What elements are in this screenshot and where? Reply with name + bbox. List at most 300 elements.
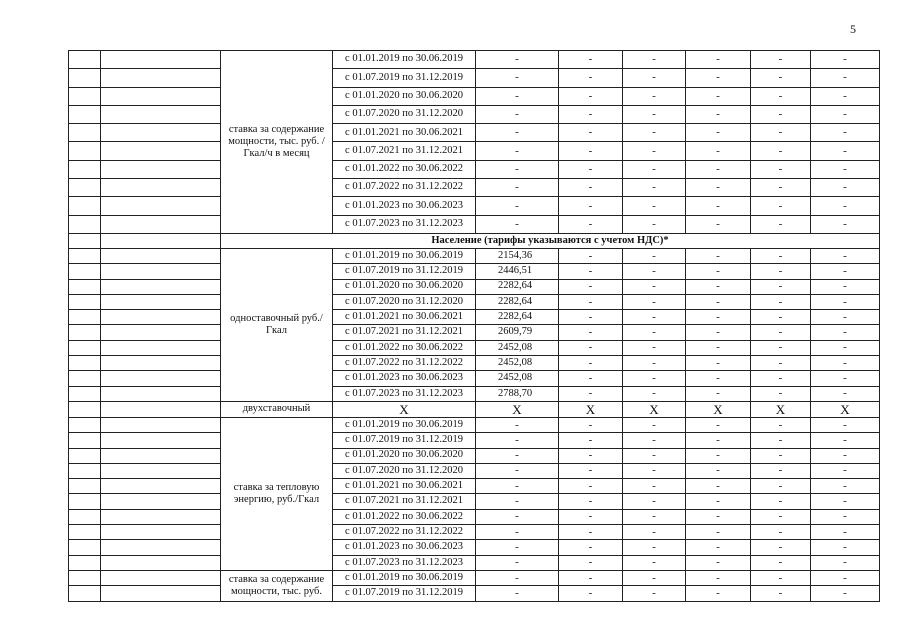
table-row (69, 433, 880, 448)
value-cell: - (751, 356, 811, 371)
value-cell: - (686, 279, 751, 294)
value-cell: - (476, 87, 559, 105)
value-cell: - (751, 448, 811, 463)
value-cell: - (559, 494, 623, 509)
value-cell: - (751, 570, 811, 585)
value-cell: - (476, 160, 559, 178)
value-cell: - (686, 417, 751, 432)
value-cell: - (559, 51, 623, 69)
value-cell: - (751, 586, 811, 601)
tariff-label: ставка за содержание мощности, тыс. руб. (221, 570, 333, 601)
value-cell: - (686, 142, 751, 160)
row-name-cell (101, 51, 221, 69)
value-cell: - (623, 142, 686, 160)
row-index-cell (69, 586, 101, 601)
value-cell: - (476, 570, 559, 585)
period-cell: с 01.07.2020 по 31.12.2020 (333, 294, 476, 309)
row-index-cell (69, 197, 101, 215)
table-row (69, 463, 880, 478)
period-cell: с 01.01.2021 по 30.06.2021 (333, 124, 476, 142)
table-row (69, 325, 880, 340)
value-cell: - (476, 525, 559, 540)
period-cell: с 01.01.2021 по 30.06.2021 (333, 310, 476, 325)
table-row (69, 264, 880, 279)
value-cell: - (811, 325, 880, 340)
table-row (69, 197, 880, 215)
value-cell: - (559, 87, 623, 105)
table-row (69, 340, 880, 355)
row-name-cell (101, 248, 221, 263)
row-index-cell (69, 570, 101, 585)
value-cell: 2609,79 (476, 325, 559, 340)
table-row (69, 69, 880, 87)
value-cell: - (623, 448, 686, 463)
value-cell: - (811, 69, 880, 87)
x-mark-cell: X (811, 401, 880, 417)
row-index-cell (69, 417, 101, 432)
row-name-cell (101, 386, 221, 401)
value-cell: - (559, 479, 623, 494)
row-index-cell (69, 401, 101, 417)
value-cell: - (686, 386, 751, 401)
row-name-cell (101, 433, 221, 448)
tariff-label: одноставочный руб./Гкал (221, 248, 333, 401)
value-cell: - (751, 479, 811, 494)
row-name-cell (101, 570, 221, 585)
value-cell: - (623, 124, 686, 142)
x-mark-cell: X (476, 401, 559, 417)
value-cell: - (559, 463, 623, 478)
row-index-cell (69, 279, 101, 294)
value-cell: - (751, 215, 811, 233)
value-cell: - (686, 51, 751, 69)
table-row (69, 448, 880, 463)
period-cell: с 01.07.2020 по 31.12.2020 (333, 463, 476, 478)
value-cell: - (476, 463, 559, 478)
value-cell: - (686, 124, 751, 142)
value-cell: - (623, 356, 686, 371)
value-cell: - (476, 555, 559, 570)
value-cell: - (811, 494, 880, 509)
value-cell: - (559, 264, 623, 279)
value-cell: - (811, 479, 880, 494)
value-cell: - (751, 463, 811, 478)
value-cell: 2282,64 (476, 294, 559, 309)
row-name-cell (101, 401, 221, 417)
value-cell: - (686, 586, 751, 601)
value-cell: - (623, 51, 686, 69)
table-row (69, 179, 880, 197)
value-cell: - (559, 540, 623, 555)
table-row (69, 51, 880, 69)
row-name-cell (101, 448, 221, 463)
row-index-cell (69, 310, 101, 325)
value-cell: - (623, 555, 686, 570)
value-cell: - (623, 310, 686, 325)
period-cell: с 01.01.2022 по 30.06.2022 (333, 509, 476, 524)
value-cell: 2154,36 (476, 248, 559, 263)
table-row (69, 248, 880, 263)
period-cell: с 01.07.2023 по 31.12.2023 (333, 386, 476, 401)
value-cell: - (686, 294, 751, 309)
period-cell: с 01.01.2023 по 30.06.2023 (333, 197, 476, 215)
row-index-cell (69, 463, 101, 478)
row-name-cell (101, 525, 221, 540)
value-cell: - (623, 525, 686, 540)
row-index-cell (69, 160, 101, 178)
value-cell: - (623, 105, 686, 123)
value-cell: - (623, 570, 686, 585)
value-cell: - (623, 479, 686, 494)
value-cell: - (811, 197, 880, 215)
value-cell: - (751, 555, 811, 570)
value-cell: - (623, 540, 686, 555)
value-cell: - (811, 160, 880, 178)
value-cell: - (559, 69, 623, 87)
row-name-cell (101, 87, 221, 105)
value-cell: - (686, 215, 751, 233)
row-name-cell (101, 463, 221, 478)
value-cell: - (811, 463, 880, 478)
period-cell: с 01.07.2021 по 31.12.2021 (333, 494, 476, 509)
value-cell: - (751, 509, 811, 524)
value-cell: - (686, 509, 751, 524)
value-cell: 2452,08 (476, 371, 559, 386)
value-cell: - (751, 87, 811, 105)
value-cell: - (811, 417, 880, 432)
value-cell: - (559, 105, 623, 123)
row-name-cell (101, 586, 221, 601)
value-cell: - (811, 340, 880, 355)
value-cell: - (623, 69, 686, 87)
value-cell: - (476, 179, 559, 197)
value-cell: - (686, 540, 751, 555)
row-index-cell (69, 340, 101, 355)
value-cell: - (811, 386, 880, 401)
value-cell: - (811, 51, 880, 69)
value-cell: - (811, 509, 880, 524)
row-index-cell (69, 325, 101, 340)
value-cell: - (751, 264, 811, 279)
value-cell: - (811, 248, 880, 263)
value-cell: - (686, 494, 751, 509)
value-cell: - (623, 433, 686, 448)
table-row (69, 509, 880, 524)
table-row (69, 555, 880, 570)
period-cell: с 01.07.2022 по 31.12.2022 (333, 179, 476, 197)
value-cell: - (811, 87, 880, 105)
value-cell: - (811, 371, 880, 386)
period-cell: с 01.07.2021 по 31.12.2021 (333, 142, 476, 160)
table-row (69, 142, 880, 160)
value-cell: 2282,64 (476, 310, 559, 325)
value-cell: - (751, 248, 811, 263)
value-cell: - (559, 448, 623, 463)
row-name-cell (101, 160, 221, 178)
value-cell: - (623, 215, 686, 233)
table-row (69, 386, 880, 401)
section-header-row (69, 233, 880, 248)
x-mark-cell: X (751, 401, 811, 417)
value-cell: - (559, 310, 623, 325)
table-row (69, 586, 880, 601)
value-cell: 2282,64 (476, 279, 559, 294)
value-cell: - (623, 197, 686, 215)
value-cell: - (623, 586, 686, 601)
value-cell: - (811, 215, 880, 233)
period-cell: с 01.07.2023 по 31.12.2023 (333, 215, 476, 233)
period-cell: с 01.07.2019 по 31.12.2019 (333, 69, 476, 87)
value-cell: - (686, 264, 751, 279)
x-mark-cell: X (686, 401, 751, 417)
value-cell: - (751, 494, 811, 509)
row-name-cell (101, 325, 221, 340)
value-cell: - (559, 417, 623, 432)
value-cell: - (686, 555, 751, 570)
tariff-label: ставка за содержание мощности, тыс. руб. /Гкал/ч в месяц (221, 51, 333, 234)
value-cell: - (623, 325, 686, 340)
value-cell: - (811, 310, 880, 325)
value-cell: - (751, 105, 811, 123)
row-name-cell (101, 279, 221, 294)
row-name-cell (101, 371, 221, 386)
value-cell: - (751, 525, 811, 540)
value-cell: - (476, 509, 559, 524)
row-index-cell (69, 51, 101, 69)
value-cell: - (686, 87, 751, 105)
value-cell: - (559, 279, 623, 294)
value-cell: 2446,51 (476, 264, 559, 279)
value-cell: - (686, 160, 751, 178)
value-cell: - (686, 356, 751, 371)
value-cell: - (559, 215, 623, 233)
value-cell: - (811, 525, 880, 540)
value-cell: - (811, 124, 880, 142)
row-index-cell (69, 264, 101, 279)
table-row (69, 310, 880, 325)
value-cell: - (476, 105, 559, 123)
value-cell: - (623, 160, 686, 178)
value-cell: - (811, 279, 880, 294)
value-cell: - (686, 525, 751, 540)
row-index-cell (69, 248, 101, 263)
row-name-cell (101, 479, 221, 494)
value-cell: - (623, 417, 686, 432)
period-cell: с 01.01.2021 по 30.06.2021 (333, 479, 476, 494)
x-mark-cell: X (333, 401, 476, 417)
value-cell: - (751, 142, 811, 160)
value-cell: - (686, 570, 751, 585)
table-row (69, 356, 880, 371)
row-index-cell (69, 540, 101, 555)
two-part-label: двухставочный (221, 401, 333, 417)
value-cell: - (686, 310, 751, 325)
row-name-cell (101, 494, 221, 509)
period-cell: с 01.07.2021 по 31.12.2021 (333, 325, 476, 340)
table-row (69, 279, 880, 294)
period-cell: с 01.01.2019 по 30.06.2019 (333, 417, 476, 432)
row-name-cell (101, 417, 221, 432)
value-cell: - (559, 356, 623, 371)
value-cell: - (811, 448, 880, 463)
value-cell: - (559, 142, 623, 160)
table-row (69, 570, 880, 585)
row-name-cell (101, 69, 221, 87)
value-cell: - (559, 570, 623, 585)
value-cell: - (559, 555, 623, 570)
value-cell: - (559, 160, 623, 178)
value-cell: - (811, 540, 880, 555)
value-cell: - (811, 142, 880, 160)
value-cell: - (811, 433, 880, 448)
row-name-cell (101, 310, 221, 325)
value-cell: - (751, 310, 811, 325)
value-cell: - (476, 586, 559, 601)
tariff-label: ставка за тепловую энергию, руб./Гкал (221, 417, 333, 570)
table-row (69, 105, 880, 123)
value-cell: - (686, 105, 751, 123)
period-cell: с 01.07.2019 по 31.12.2019 (333, 586, 476, 601)
value-cell: - (559, 371, 623, 386)
value-cell: - (811, 105, 880, 123)
value-cell: - (686, 179, 751, 197)
table-row (69, 494, 880, 509)
section-header: Население (тарифы указываются с учетом НДС)* (221, 233, 880, 248)
row-index-cell (69, 433, 101, 448)
row-name-cell (101, 105, 221, 123)
value-cell: 2788,70 (476, 386, 559, 401)
row-index-cell (69, 525, 101, 540)
table-row (69, 417, 880, 432)
value-cell: - (686, 433, 751, 448)
table-row (69, 371, 880, 386)
row-name-cell (101, 294, 221, 309)
value-cell: - (751, 69, 811, 87)
value-cell: - (476, 124, 559, 142)
value-cell: - (623, 248, 686, 263)
value-cell: - (623, 509, 686, 524)
table-row (69, 479, 880, 494)
value-cell: - (811, 570, 880, 585)
row-name-cell (101, 233, 221, 248)
tariff-table-body (69, 51, 880, 602)
table-row (69, 525, 880, 540)
row-index-cell (69, 479, 101, 494)
value-cell: - (559, 124, 623, 142)
row-index-cell (69, 215, 101, 233)
value-cell: - (476, 494, 559, 509)
value-cell: - (476, 448, 559, 463)
row-index-cell (69, 87, 101, 105)
row-index-cell (69, 386, 101, 401)
period-cell: с 01.01.2020 по 30.06.2020 (333, 448, 476, 463)
value-cell: - (559, 294, 623, 309)
value-cell: - (751, 386, 811, 401)
value-cell: - (811, 179, 880, 197)
row-index-cell (69, 356, 101, 371)
period-cell: с 01.01.2019 по 30.06.2019 (333, 248, 476, 263)
row-name-cell (101, 264, 221, 279)
value-cell: - (476, 215, 559, 233)
value-cell: - (686, 371, 751, 386)
table-row (69, 540, 880, 555)
row-index-cell (69, 179, 101, 197)
value-cell: - (623, 386, 686, 401)
period-cell: с 01.07.2019 по 31.12.2019 (333, 433, 476, 448)
value-cell: - (623, 494, 686, 509)
table-row (69, 160, 880, 178)
value-cell: - (623, 340, 686, 355)
value-cell: - (751, 51, 811, 69)
period-cell: с 01.01.2023 по 30.06.2023 (333, 540, 476, 555)
value-cell: - (811, 264, 880, 279)
period-cell: с 01.07.2022 по 31.12.2022 (333, 525, 476, 540)
value-cell: - (751, 325, 811, 340)
value-cell: - (751, 197, 811, 215)
value-cell: - (623, 294, 686, 309)
value-cell: - (686, 69, 751, 87)
value-cell: - (476, 51, 559, 69)
value-cell: - (476, 479, 559, 494)
table-row (69, 215, 880, 233)
value-cell: - (476, 417, 559, 432)
value-cell: - (811, 356, 880, 371)
value-cell: - (751, 279, 811, 294)
table-row (69, 124, 880, 142)
period-cell: с 01.01.2019 по 30.06.2019 (333, 51, 476, 69)
value-cell: - (476, 142, 559, 160)
value-cell: - (811, 294, 880, 309)
row-index-cell (69, 105, 101, 123)
row-name-cell (101, 124, 221, 142)
value-cell: - (751, 417, 811, 432)
row-index-cell (69, 555, 101, 570)
value-cell: - (623, 371, 686, 386)
value-cell: - (623, 264, 686, 279)
row-name-cell (101, 197, 221, 215)
row-name-cell (101, 555, 221, 570)
value-cell: - (811, 586, 880, 601)
period-cell: с 01.01.2022 по 30.06.2022 (333, 160, 476, 178)
page-number: 5 (850, 22, 856, 36)
value-cell: - (559, 433, 623, 448)
tariff-table (68, 50, 880, 602)
value-cell: - (559, 386, 623, 401)
row-name-cell (101, 540, 221, 555)
period-cell: с 01.01.2020 по 30.06.2020 (333, 87, 476, 105)
value-cell: - (751, 340, 811, 355)
row-name-cell (101, 142, 221, 160)
period-cell: с 01.07.2022 по 31.12.2022 (333, 356, 476, 371)
row-index-cell (69, 142, 101, 160)
value-cell: 2452,08 (476, 340, 559, 355)
value-cell: - (476, 197, 559, 215)
row-index-cell (69, 494, 101, 509)
row-name-cell (101, 509, 221, 524)
value-cell: - (751, 371, 811, 386)
value-cell: - (811, 555, 880, 570)
period-cell: с 01.01.2019 по 30.06.2019 (333, 570, 476, 585)
value-cell: - (751, 540, 811, 555)
value-cell: - (686, 448, 751, 463)
value-cell: - (559, 340, 623, 355)
value-cell: - (751, 160, 811, 178)
value-cell: - (559, 325, 623, 340)
value-cell: - (686, 248, 751, 263)
period-cell: с 01.01.2022 по 30.06.2022 (333, 340, 476, 355)
value-cell: - (559, 525, 623, 540)
row-index-cell (69, 371, 101, 386)
